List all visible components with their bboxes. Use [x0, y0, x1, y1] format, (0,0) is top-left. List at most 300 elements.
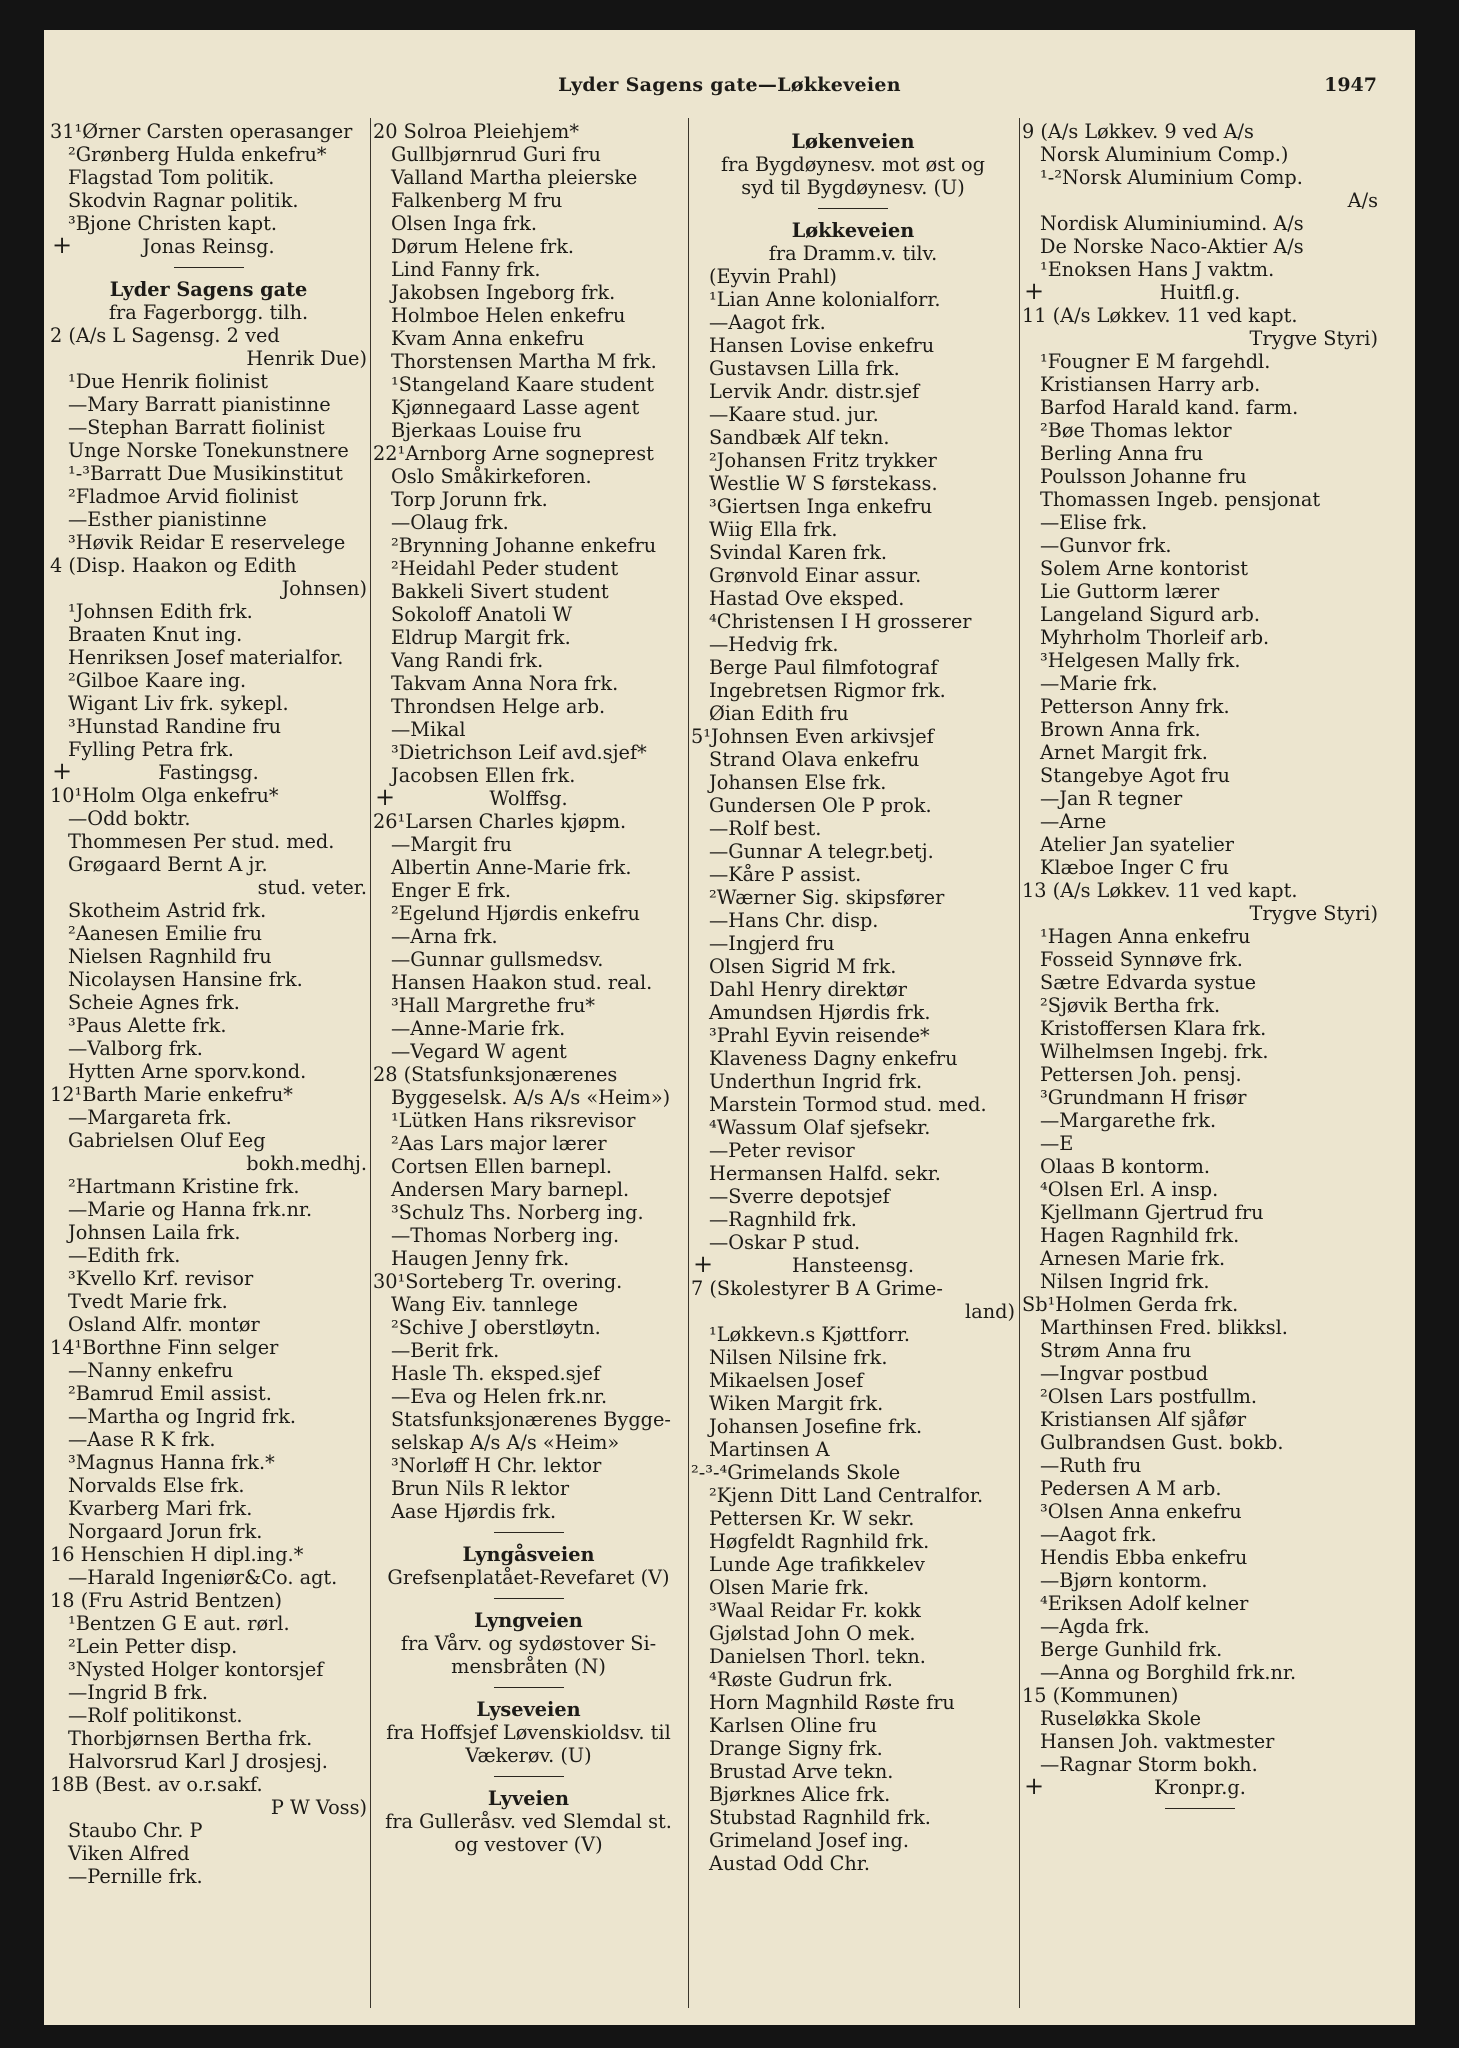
directory-entry: Unge Norske Tonekunstnere — [68, 439, 349, 462]
directory-entry: Berge Paul filmfotograf — [709, 656, 938, 679]
directory-entry: Barfod Harald kand. farm. — [1040, 396, 1299, 419]
directory-entry: ¹Due Henrik fiolinist — [68, 370, 269, 393]
directory-entry: —Aase R K frk. — [68, 1428, 216, 1451]
directory-entry: —Esther pianistinne — [68, 508, 267, 531]
directory-entry: Vang Randi frk. — [391, 649, 544, 672]
directory-entry: Johansen Josefine frk. — [709, 1415, 923, 1438]
directory-entry: —Anne-Marie frk. — [391, 1017, 566, 1040]
directory-entry: —Margarethe frk. — [1040, 1109, 1217, 1132]
directory-entry: Lunde Age trafikkelev — [709, 1553, 925, 1576]
directory-entry: —Elise frk. — [1040, 511, 1148, 534]
directory-entry: ³Dietrichson Leif avd.sjef* — [391, 741, 647, 764]
directory-entry: Thomassen Ingeb. pensjonat — [1040, 488, 1321, 511]
directory-entry: Myhrholm Thorleif arb. — [1040, 626, 1270, 649]
directory-page — [44, 30, 1415, 2025]
directory-entry: Pedersen A M arb. — [1040, 1477, 1222, 1500]
directory-entry: —Sverre depotsjef — [709, 1185, 890, 1208]
directory-entry: —Aagot frk. — [1040, 1523, 1157, 1546]
directory-entry: ²Bøe Thomas lektor — [1040, 419, 1232, 442]
directory-entry: Thommesen Per stud. med. — [68, 830, 335, 853]
directory-entry: 10¹Holm Olga enkefru* — [50, 784, 279, 807]
directory-entry: Petterson Anny frk. — [1040, 695, 1230, 718]
section-divider — [494, 1532, 564, 1533]
directory-entry: Sætre Edvarda systue — [1040, 971, 1257, 994]
directory-entry: ²Brynning Johanne enkefru — [391, 534, 657, 557]
directory-entry: Johnsen) — [281, 577, 367, 600]
section-divider — [174, 267, 244, 268]
directory-entry: mensbråten (N) — [451, 1655, 606, 1678]
directory-entry: Sb¹Holmen Gerda frk. — [1022, 1293, 1239, 1316]
cross-street-name: Jonas Reinsg. — [142, 235, 275, 258]
directory-entry: Strand Olava enkefru — [709, 748, 920, 771]
directory-entry: Gjølstad John O mek. — [709, 1622, 916, 1645]
directory-entry: 2 (A/s L Sagensg. 2 ved — [50, 324, 280, 347]
directory-entry: Drange Signy frk. — [709, 1737, 883, 1760]
directory-entry: ¹Bentzen G E aut. rørl. — [68, 1612, 290, 1635]
directory-entry: —Rolf politikonst. — [68, 1704, 243, 1727]
cross-street-icon: + — [1024, 1776, 1045, 1799]
directory-entry: Hansen Joh. vaktmester — [1040, 1730, 1275, 1753]
directory-entry: ⁴Wassum Olaf sjefsekr. — [709, 1116, 931, 1139]
directory-entry: fra Hoffsjef Løvenskioldsv. til — [386, 1721, 671, 1744]
directory-entry: Olsen Sigrid M frk. — [709, 955, 897, 978]
cross-street-name: Huitfl.g. — [1159, 281, 1241, 304]
section-divider — [494, 1776, 564, 1777]
directory-entry: Aase Hjørdis frk. — [391, 1500, 557, 1523]
directory-entry: —Ragnhild frk. — [709, 1208, 857, 1231]
cross-street — [691, 1254, 1015, 1277]
directory-entry: —Ingvar postbud — [1040, 1362, 1209, 1385]
directory-entry: ²Johansen Fritz trykker — [709, 449, 937, 472]
directory-entry: Wang Eiv. tannlege — [391, 1293, 579, 1316]
directory-entry: ²Bamrud Emil assist. — [68, 1382, 272, 1405]
directory-entry: 7 (Skolestyrer B A Grime- — [691, 1277, 943, 1300]
directory-entry: fra Dramm.v. tilv. — [768, 242, 938, 265]
directory-entry: 4 (Disp. Haakon og Edith — [50, 554, 297, 577]
directory-entry: 28 (Statsfunksjonærenes — [373, 1063, 618, 1086]
directory-entry: Braaten Knut ing. — [68, 623, 243, 646]
directory-entry: Brown Anna frk. — [1040, 718, 1201, 741]
directory-entry: —Anna og Borghild frk.nr. — [1040, 1661, 1297, 1684]
directory-entry: Hendis Ebba enkefru — [1040, 1546, 1248, 1569]
directory-entry: Albertin Anne-Marie frk. — [391, 856, 632, 879]
cross-street-icon: + — [1024, 281, 1045, 304]
directory-entry: Falkenberg M fru — [391, 189, 563, 212]
directory-entry: —Mikal — [391, 718, 466, 741]
directory-entry: Tvedt Marie frk. — [68, 1290, 228, 1313]
directory-entry: ²Grønberg Hulda enkefru* — [68, 143, 327, 166]
directory-entry: Statsfunksjonærenes Bygge- — [391, 1408, 671, 1431]
directory-entry: Kristoffersen Klara frk. — [1040, 1017, 1267, 1040]
cross-street — [1022, 1776, 1378, 1799]
directory-entry: Karlsen Oline fru — [709, 1714, 878, 1737]
directory-entry: Valland Martha pleierske — [391, 166, 638, 189]
directory-entry: Wiken Margit frk. — [709, 1392, 884, 1415]
directory-entry: Arnesen Marie frk. — [1040, 1247, 1226, 1270]
directory-entry: —Edith frk. — [68, 1244, 181, 1267]
directory-entry: Fylling Petra frk. — [68, 738, 234, 761]
directory-entry: Kvarberg Mari frk. — [68, 1497, 253, 1520]
directory-entry: —Marie og Hanna frk.nr. — [68, 1198, 313, 1221]
directory-entry: ²Olsen Lars postfullm. — [1040, 1385, 1257, 1408]
directory-entry: Henrik Due) — [246, 347, 367, 370]
directory-entry: Sandbæk Alf tekn. — [709, 426, 890, 449]
directory-entry: Thorbjørnsen Bertha frk. — [68, 1727, 313, 1750]
directory-entry: Viken Alfred — [68, 1842, 190, 1865]
directory-entry: —Harald Ingeniør&Co. agt. — [68, 1566, 338, 1589]
directory-entry: —Agda frk. — [1040, 1615, 1150, 1638]
directory-entry: ³Paus Alette frk. — [68, 1014, 227, 1037]
directory-entry: ³Schulz Ths. Norberg ing. — [391, 1201, 644, 1224]
directory-entry: ³Giertsen Inga enkefru — [709, 495, 933, 518]
directory-entry: ³Olsen Anna enkefru — [1040, 1500, 1242, 1523]
directory-entry: ¹Johnsen Edith frk. — [68, 600, 253, 623]
directory-entry: 22¹Arnborg Arne sogneprest — [373, 442, 654, 465]
cross-street — [50, 235, 367, 258]
directory-entry: —Ruth fru — [1040, 1454, 1142, 1477]
directory-entry: —Odd boktr. — [68, 807, 191, 830]
directory-entry: Norgaard Jorun frk. — [68, 1520, 263, 1543]
directory-entry: Jakobsen Ingeborg frk. — [391, 281, 616, 304]
directory-entry: Kvam Anna enkefru — [391, 327, 585, 350]
street-heading: Lyveien — [487, 1787, 570, 1810]
directory-entry: ¹‑³Barratt Due Musikinstitut — [68, 462, 343, 485]
directory-entry: 15 (Kommunen) — [1022, 1684, 1179, 1707]
page-title: Lyder Sagens gate—Løkkeveien — [558, 74, 901, 96]
directory-entry: Lie Guttorm lærer — [1040, 580, 1220, 603]
directory-entry: Hytten Arne sporv.kond. — [68, 1060, 307, 1083]
directory-entry: ³Hall Margrethe fru* — [391, 994, 596, 1017]
directory-entry: —Peter revisor — [709, 1139, 855, 1162]
directory-entry: —Margit fru — [391, 833, 512, 856]
directory-entry: Bjerkaas Louise fru — [391, 419, 582, 442]
directory-entry: —Ingrid B frk. — [68, 1681, 208, 1704]
cross-street-icon: + — [52, 761, 73, 784]
directory-entry: Holmboe Helen enkefru — [391, 304, 626, 327]
directory-entry: land) — [965, 1300, 1015, 1323]
directory-entry: Kjønnegaard Lasse agent — [391, 396, 640, 419]
directory-entry: Hastad Ove eksped. — [709, 587, 905, 610]
column-3 — [691, 120, 1015, 1875]
directory-entry: Underthun Ingrid frk. — [709, 1070, 923, 1093]
directory-entry: ³Høvik Reidar E reservelege — [68, 531, 346, 554]
directory-entry: 9 (A/s Løkkev. 9 ved A/s — [1022, 120, 1254, 143]
street-heading: Løkenveien — [791, 130, 915, 153]
directory-entry: ¹Enoksen Hans J vaktm. — [1040, 258, 1275, 281]
directory-entry: Marthinsen Fred. blikksl. — [1040, 1316, 1288, 1339]
directory-entry: Nicolaysen Hansine frk. — [68, 968, 303, 991]
directory-entry: 13 (A/s Løkkev. 11 ved kapt. — [1022, 879, 1298, 902]
directory-entry: Cortsen Ellen barnepl. — [391, 1155, 613, 1178]
page-year: 1947 — [1324, 74, 1377, 96]
directory-entry: ⁴Christensen I H grosserer — [709, 610, 972, 633]
column-divider — [370, 118, 371, 2008]
directory-entry: Hermansen Halfd. sekr. — [709, 1162, 941, 1185]
directory-entry: ¹Stangeland Kaare student — [391, 373, 655, 396]
column-2 — [373, 120, 684, 1856]
directory-entry: Skotheim Astrid frk. — [68, 899, 267, 922]
directory-entry: ²‑³‑⁴Grimelands Skole — [691, 1461, 901, 1484]
directory-entry: —Pernille frk. — [68, 1865, 203, 1888]
directory-entry: Hasle Th. eksped.sjef — [391, 1362, 601, 1385]
directory-entry: Lind Fanny frk. — [391, 258, 541, 281]
cross-street-icon: + — [52, 235, 73, 258]
cross-street — [373, 787, 684, 810]
directory-entry: Flagstad Tom politik. — [68, 166, 275, 189]
street-heading: Lyder Sagens gate — [109, 278, 308, 301]
directory-entry: —Arna frk. — [391, 925, 498, 948]
section-divider — [1165, 1808, 1235, 1809]
directory-entry: —Gunnar gullsmedsv. — [391, 948, 604, 971]
directory-entry: ¹‑²Norsk Aluminium Comp. — [1040, 166, 1303, 189]
directory-entry: Nilsen Ingrid frk. — [1040, 1270, 1210, 1293]
directory-entry: 12¹Barth Marie enkefru* — [50, 1083, 293, 1106]
directory-entry: ²Hartmann Kristine frk. — [68, 1175, 300, 1198]
directory-entry: —Olaug frk. — [391, 511, 509, 534]
cross-street-name: Wolffsg. — [489, 787, 568, 810]
directory-entry: —Stephan Barratt fiolinist — [68, 416, 325, 439]
directory-entry: —Gunvor frk. — [1040, 534, 1172, 557]
directory-entry: Grønvold Einar assur. — [709, 564, 922, 587]
directory-entry: Takvam Anna Nora frk. — [391, 672, 619, 695]
directory-entry: Pettersen Kr. W sekr. — [709, 1507, 915, 1530]
directory-entry: bokh.medhj. — [246, 1152, 367, 1175]
directory-entry: —Kåre P assist. — [709, 863, 862, 886]
directory-entry: Atelier Jan syatelier — [1040, 833, 1235, 856]
cross-street-name: Hansteensg. — [792, 1254, 914, 1277]
directory-entry: fra Gulleråsv. ved Slemdal st. — [385, 1810, 672, 1833]
directory-entry: ¹Lian Anne kolonialforr. — [709, 288, 941, 311]
directory-entry: De Norske Naco-Aktier A/s — [1040, 235, 1304, 258]
directory-entry: 18 (Fru Astrid Bentzen) — [50, 1589, 283, 1612]
directory-entry: ²Aas Lars major lærer — [391, 1132, 607, 1155]
directory-entry: fra Bygdøynesv. mot øst og — [721, 153, 985, 176]
directory-entry: Osland Alfr. montør — [68, 1313, 260, 1336]
directory-entry: Stangebye Agot fru — [1040, 764, 1230, 787]
directory-entry: —Jan R tegner — [1040, 787, 1183, 810]
street-heading: Lyseveien — [476, 1698, 581, 1721]
directory-entry: Trygve Styri) — [1249, 327, 1378, 350]
directory-entry: Klaveness Dagny enkefru — [709, 1047, 958, 1070]
directory-entry: 30¹Sorteberg Tr. overing. — [373, 1270, 623, 1293]
directory-entry: 16 Henschien H dipl.ing.* — [50, 1543, 304, 1566]
directory-entry: Fosseid Synnøve frk. — [1040, 948, 1243, 971]
directory-entry: 31¹Ørner Carsten operasanger — [50, 120, 353, 143]
directory-entry: —Valborg frk. — [68, 1037, 203, 1060]
directory-entry: —Berit frk. — [391, 1339, 500, 1362]
directory-entry: —Rolf best. — [709, 817, 822, 840]
directory-entry: Grøgaard Bernt A jr. — [68, 853, 268, 876]
directory-entry: ²Kjenn Ditt Land Centralfor. — [709, 1484, 984, 1507]
directory-entry: Hagen Ragnhild frk. — [1040, 1224, 1240, 1247]
directory-entry: Olaas B kontorm. — [1040, 1155, 1210, 1178]
directory-entry: Amundsen Hjørdis frk. — [709, 1001, 931, 1024]
directory-entry: fra Fagerborgg. tilh. — [108, 301, 309, 324]
directory-entry: (Eyvin Prahl) — [709, 265, 837, 288]
directory-entry: Enger E frk. — [391, 879, 511, 902]
directory-entry: Marstein Tormod stud. med. — [709, 1093, 987, 1116]
column-divider — [688, 118, 689, 2008]
directory-entry: ²Sjøvik Bertha frk. — [1040, 994, 1221, 1017]
directory-entry: ⁴Olsen Erl. A insp. — [1040, 1178, 1219, 1201]
cross-street — [50, 761, 367, 784]
directory-entry: 18B (Best. av o.r.sakf. — [50, 1773, 263, 1796]
directory-entry: —Hans Chr. disp. — [709, 909, 879, 932]
directory-entry: —Martha og Ingrid frk. — [68, 1405, 297, 1428]
directory-entry: Martinsen A — [709, 1438, 830, 1461]
directory-entry: Grefsenplatået-Revefaret (V) — [387, 1566, 670, 1589]
directory-entry: Halvorsrud Karl J drosjesj. — [68, 1750, 328, 1773]
directory-entry: ²Heidahl Peder student — [391, 557, 619, 580]
directory-entry: Horn Magnhild Røste fru — [709, 1691, 955, 1714]
directory-entry: Berling Anna fru — [1040, 442, 1204, 465]
directory-entry: ²Wærner Sig. skipsfører — [709, 886, 945, 909]
directory-entry: Danielsen Thorl. tekn. — [709, 1645, 926, 1668]
directory-entry: Brun Nils R lektor — [391, 1477, 570, 1500]
directory-entry: —Bjørn kontorm. — [1040, 1569, 1208, 1592]
directory-entry: ¹Lütken Hans riksrevisor — [391, 1109, 636, 1132]
directory-entry: Mikaelsen Josef — [709, 1369, 864, 1392]
section-divider — [494, 1687, 564, 1688]
directory-entry: ³Hunstad Randine fru — [68, 715, 282, 738]
directory-entry: ³Waal Reidar Fr. kokk — [709, 1599, 921, 1622]
street-heading: Løkkeveien — [791, 219, 915, 242]
directory-entry: Nielsen Ragnhild fru — [68, 945, 272, 968]
directory-entry: fra Vårv. og sydøstover Si- — [400, 1632, 657, 1655]
directory-entry: —Thomas Norberg ing. — [391, 1224, 620, 1247]
directory-entry: Øian Edith fru — [709, 702, 849, 725]
directory-entry: Johnsen Laila frk. — [68, 1221, 241, 1244]
directory-entry: —Marie frk. — [1040, 672, 1158, 695]
directory-entry: Haugen Jenny frk. — [391, 1247, 570, 1270]
directory-entry: P W Voss) — [270, 1796, 367, 1819]
section-divider — [818, 208, 888, 209]
directory-entry: ³Prahl Eyvin reisende* — [709, 1024, 930, 1047]
directory-entry: Gundersen Ole P prok. — [709, 794, 932, 817]
directory-entry: —Gunnar A telegr.betj. — [709, 840, 934, 863]
column-1 — [50, 120, 367, 1888]
directory-entry: —Aagot frk. — [709, 311, 826, 334]
directory-entry: Dahl Henry direktør — [709, 978, 907, 1001]
directory-entry: Gustavsen Lilla frk. — [709, 357, 900, 380]
directory-entry: Hansen Lovise enkefru — [709, 334, 935, 357]
directory-entry: A/s — [1347, 189, 1378, 212]
directory-entry: 5¹Johnsen Even arkivsjef — [691, 725, 934, 748]
cross-street — [1022, 281, 1378, 304]
directory-entry: Thorstensen Martha M frk. — [391, 350, 657, 373]
directory-entry: ²Schive J oberstløytn. — [391, 1316, 601, 1339]
directory-entry: 11 (A/s Løkkev. 11 ved kapt. — [1022, 304, 1298, 327]
directory-entry: Torp Jorunn frk. — [391, 488, 548, 511]
directory-entry: Wilhelmsen Ingebj. frk. — [1040, 1040, 1269, 1063]
directory-entry: og vestover (V) — [454, 1833, 603, 1856]
page-header — [44, 74, 1415, 104]
cross-street-icon: + — [693, 1254, 714, 1277]
cross-street-name: Fastingsg. — [158, 761, 259, 784]
directory-entry: Jacobsen Ellen frk. — [391, 764, 576, 787]
directory-entry: Ingebretsen Rigmor frk. — [709, 679, 946, 702]
cross-street-name: Kronpr.g. — [1154, 1776, 1246, 1799]
directory-entry: Vækerøv. (U) — [465, 1744, 592, 1767]
directory-entry: Grimeland Josef ing. — [709, 1829, 909, 1852]
directory-entry: Andersen Mary barnepl. — [391, 1178, 630, 1201]
directory-entry: —Margareta frk. — [68, 1106, 232, 1129]
directory-entry: Brustad Arve tekn. — [709, 1760, 894, 1783]
directory-entry: ²Lein Petter disp. — [68, 1635, 238, 1658]
directory-entry: syd til Bygdøynesv. (U) — [741, 176, 965, 199]
directory-entry: ³Bjone Christen kapt. — [68, 212, 277, 235]
directory-entry: 20 Solroa Pleiehjem* — [373, 120, 579, 143]
directory-entry: ²Fladmoe Arvid fiolinist — [68, 485, 299, 508]
directory-entry: Dørum Helene frk. — [391, 235, 575, 258]
directory-entry: Gulbrandsen Gust. bokb. — [1040, 1431, 1284, 1454]
directory-entry: —Ragnar Storm bokh. — [1040, 1753, 1258, 1776]
directory-entry: Austad Odd Chr. — [709, 1852, 870, 1875]
directory-entry: Stubstad Ragnhild frk. — [709, 1806, 931, 1829]
directory-entry: Throndsen Helge arb. — [391, 695, 606, 718]
directory-entry: ¹Hagen Anna enkefru — [1040, 925, 1251, 948]
directory-entry: —Kaare stud. jur. — [709, 403, 879, 426]
directory-entry: Nilsen Nilsine frk. — [709, 1346, 888, 1369]
directory-entry: selskap A/s A/s «Heim» — [391, 1431, 620, 1454]
directory-entry: —Arne — [1040, 810, 1107, 833]
directory-entry: Johansen Else frk. — [709, 771, 887, 794]
directory-entry: Svindal Karen frk. — [709, 541, 888, 564]
directory-entry: ²Aanesen Emilie fru — [68, 922, 262, 945]
directory-entry: Staubo Chr. P — [68, 1819, 203, 1842]
directory-entry: Ruseløkka Skole — [1040, 1707, 1202, 1730]
directory-entry: Olsen Inga frk. — [391, 212, 537, 235]
directory-entry: ²Gilboe Kaare ing. — [68, 669, 247, 692]
directory-entry: Lervik Andr. distr.sjef — [709, 380, 920, 403]
directory-entry: Strøm Anna fru — [1040, 1339, 1192, 1362]
directory-entry: Klæboe Inger C fru — [1040, 856, 1229, 879]
directory-entry: —Ingjerd fru — [709, 932, 835, 955]
cross-street-icon: + — [375, 787, 396, 810]
directory-entry: Hansen Haakon stud. real. — [391, 971, 653, 994]
directory-entry: Gullbjørnrud Guri fru — [391, 143, 601, 166]
directory-entry: Henriksen Josef materialfor. — [68, 646, 344, 669]
directory-entry: Poulsson Johanne fru — [1040, 465, 1247, 488]
directory-entry: Norvalds Else frk. — [68, 1474, 245, 1497]
directory-entry: —Eva og Helen frk.nr. — [391, 1385, 608, 1408]
directory-entry: 26¹Larsen Charles kjøpm. — [373, 810, 627, 833]
directory-entry: Byggeselsk. A/s A/s «Heim») — [391, 1086, 671, 1109]
directory-entry: Gabrielsen Oluf Eeg — [68, 1129, 266, 1152]
directory-entry: Kristiansen Alf sjåfør — [1040, 1408, 1247, 1431]
directory-entry: Berge Gunhild frk. — [1040, 1638, 1223, 1661]
directory-entry: Skodvin Ragnar politik. — [68, 189, 299, 212]
directory-entry: ³Helgesen Mally frk. — [1040, 649, 1241, 672]
directory-entry: —Oskar P stud. — [709, 1231, 861, 1254]
street-heading: Lyngåsveien — [462, 1543, 595, 1566]
directory-entry: Langeland Sigurd arb. — [1040, 603, 1261, 626]
directory-entry: Eldrup Margit frk. — [391, 626, 571, 649]
directory-entry: Trygve Styri) — [1249, 902, 1378, 925]
directory-entry: ⁴Røste Gudrun frk. — [709, 1668, 893, 1691]
column-divider — [1019, 118, 1020, 2008]
directory-entry: Oslo Småkirkeforen. — [391, 465, 592, 488]
directory-entry: —E — [1040, 1132, 1074, 1155]
directory-entry: Kjellmann Gjertrud fru — [1040, 1201, 1264, 1224]
directory-entry: Bjørknes Alice frk. — [709, 1783, 891, 1806]
directory-entry: Wigant Liv frk. sykepl. — [68, 692, 289, 715]
directory-entry: 14¹Borthne Finn selger — [50, 1336, 279, 1359]
directory-entry: —Nanny enkefru — [68, 1359, 234, 1382]
directory-entry: stud. veter. — [257, 876, 367, 899]
directory-entry: Norsk Aluminium Comp.) — [1040, 143, 1289, 166]
directory-entry: Pettersen Joh. pensj. — [1040, 1063, 1242, 1086]
